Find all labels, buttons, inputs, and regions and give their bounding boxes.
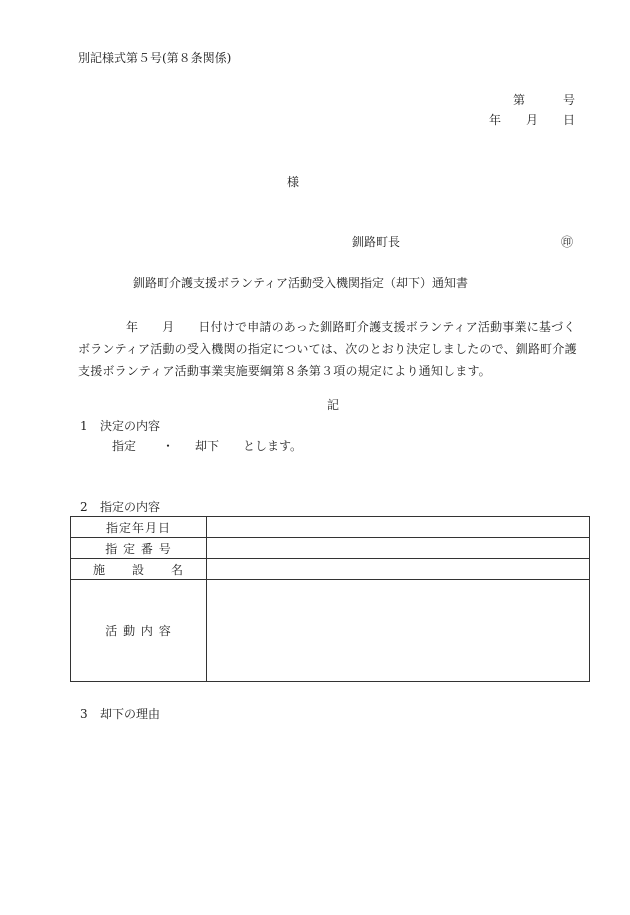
body-line-2: ボランティア活動の受入機関の指定については、次のとおり決定しましたので、釧路町介護 [78, 342, 577, 356]
section3-number: 3 [80, 707, 88, 721]
body-paragraph [78, 316, 592, 382]
body-line-3: 支援ボランティア活動事業実施要綱第８条第３項の規定により通知します。 [78, 364, 491, 378]
addressee-honorific: 様 [287, 175, 300, 189]
row-label-designation-number: 指 定 番 号 [71, 538, 207, 559]
table-row [71, 538, 590, 559]
option-separator: ・ [162, 439, 175, 453]
section2-heading: 指定の内容 [100, 500, 161, 514]
row-label-activity-content: 活 動 内 容 [71, 580, 207, 682]
table-row [71, 559, 590, 580]
designation-table [70, 516, 590, 682]
body-year: 年 [126, 320, 139, 334]
body-month: 月 [162, 320, 175, 334]
row-label-facility-name: 施 設 名 [71, 559, 207, 580]
record-mark: 記 [327, 398, 340, 412]
option-reject: 却下 [195, 439, 220, 453]
form-reference: 別記様式第５号(第８条関係) [78, 51, 232, 65]
option-designate: 指定 [112, 439, 137, 453]
row-value-designation-number [207, 538, 590, 559]
table-row [71, 517, 590, 538]
row-value-activity-content [207, 580, 590, 682]
section1-number: 1 [80, 419, 88, 433]
section1-heading: 決定の内容 [100, 419, 161, 433]
row-value-facility-name [207, 559, 590, 580]
decision-suffix: とします。 [243, 439, 303, 453]
body-line-1-rest: 日付けで申請のあった釧路町介護支援ボランティア活動事業に基づく [198, 320, 576, 334]
row-label-designation-date: 指定年月日 [71, 517, 207, 538]
row-value-designation-date [207, 517, 590, 538]
date-month: 月 [526, 113, 539, 127]
body-line-1 [78, 316, 592, 338]
date-day: 日 [563, 113, 576, 127]
section2-number: 2 [80, 500, 88, 514]
number-prefix: 第 [513, 93, 526, 107]
table-row [71, 580, 590, 682]
number-suffix: 号 [563, 93, 576, 107]
date-year: 年 [489, 113, 502, 127]
document-title: 釧路町介護支援ボランティア活動受入機関指定（却下）通知書 [133, 276, 469, 290]
section3-heading: 却下の理由 [100, 707, 161, 721]
sender-title: 釧路町長 [352, 235, 401, 249]
seal-mark: ㊞ [561, 235, 574, 249]
